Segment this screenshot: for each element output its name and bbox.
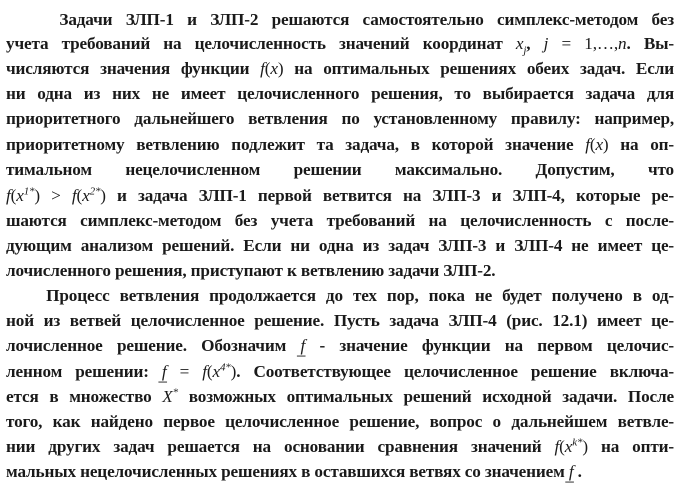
text-line bbox=[6, 385, 674, 409]
math-operator: ( bbox=[10, 186, 17, 205]
math-superscript: 2* bbox=[89, 185, 101, 198]
math-superscript: * bbox=[172, 386, 179, 399]
math-symbol: x bbox=[82, 186, 90, 205]
math-superscript: 4* bbox=[219, 361, 231, 374]
text-run: Задачи ЗЛП-1 и ЗЛП-2 решаются самостоятельно симплекс-методом без bbox=[6, 10, 674, 29]
math-operator: ) bbox=[100, 186, 106, 205]
text-line bbox=[6, 32, 674, 56]
text-run: на оптимальных решениях обеих задач. Если bbox=[283, 59, 674, 78]
math-symbol: f̲ bbox=[161, 362, 167, 381]
math-operator: ( bbox=[589, 135, 596, 154]
math-operator: ( bbox=[76, 186, 83, 205]
math-operator: ( bbox=[206, 362, 213, 381]
text-run: Процесс ветвления продолжается до тех пор, пока не будет получено в од- bbox=[6, 286, 674, 305]
math-symbol: x bbox=[564, 437, 573, 456]
math-operator: = 1,…, bbox=[548, 34, 619, 53]
math-symbol: x bbox=[595, 135, 603, 154]
text-line bbox=[6, 460, 674, 484]
text-run: дующим анализом решений. Если ни одна из задач ЗЛП-3 и ЗЛП-4 не имеет це- bbox=[6, 236, 674, 255]
text-line bbox=[6, 309, 674, 333]
text-run: того, как найдено первое целочисленное решение, вопрос о дальнейшем ветвле- bbox=[6, 412, 674, 431]
text-run: на опти- bbox=[587, 437, 674, 456]
text-run: числяются значения функции bbox=[6, 59, 261, 78]
text-run: ной из ветвей целочисленное решение. Пусть задача ЗЛП-4 (рис. 12.1) имеет це- bbox=[6, 311, 674, 330]
math-operator: ) bbox=[582, 437, 588, 456]
text-line bbox=[6, 259, 674, 283]
math-symbol: f bbox=[554, 437, 560, 456]
text-line bbox=[6, 57, 674, 81]
text-run: приоритетного дальнейшего ветвления по установленному правилу: например, bbox=[6, 109, 674, 128]
math-symbol: f̲ bbox=[568, 462, 574, 481]
math-symbol: f̲ bbox=[300, 336, 306, 355]
text-line bbox=[6, 82, 674, 106]
math-symbol: x bbox=[270, 59, 278, 78]
text-line bbox=[6, 158, 674, 182]
text-run: лочисленное решение. Обозначим bbox=[6, 336, 301, 355]
text-run: тимальном нецелочисленном решении максимально. Допустим, что bbox=[6, 160, 674, 179]
math-operator: ) > bbox=[34, 186, 72, 205]
text-line bbox=[6, 360, 674, 384]
math-symbol: f bbox=[260, 59, 265, 78]
text-run: шаются симплекс-методом без учета требований на целочисленность с после- bbox=[6, 211, 674, 230]
text-line bbox=[6, 184, 674, 208]
text-run: - значение функции на первом целочис- bbox=[305, 336, 674, 355]
text-line bbox=[6, 107, 674, 131]
math-operator: = bbox=[166, 362, 203, 381]
text-line bbox=[6, 8, 674, 32]
text-line bbox=[6, 435, 674, 459]
math-operator: ) bbox=[602, 135, 609, 154]
text-run: ленном решении: bbox=[6, 362, 162, 381]
math-symbol: x bbox=[212, 362, 220, 381]
math-symbol: X bbox=[162, 387, 173, 406]
text-run: . Соответствующее целочисленное решение включа- bbox=[236, 362, 674, 381]
text-run: . Вы- bbox=[626, 34, 674, 53]
math-operator: ( bbox=[559, 437, 565, 456]
text-run: , bbox=[526, 34, 544, 53]
math-superscript: k* bbox=[572, 436, 583, 449]
math-operator: ) bbox=[230, 362, 237, 381]
math-symbol: f bbox=[202, 362, 207, 381]
text-run: учета требований на целочисленность значений координат bbox=[6, 34, 516, 53]
math-symbol: x bbox=[515, 34, 524, 53]
math-operator: ) bbox=[277, 59, 284, 78]
text-run: ется в множество bbox=[6, 387, 163, 406]
text-run: и задача ЗЛП-1 первой ветвится на ЗЛП-3 и ЗЛП-4, которые ре- bbox=[105, 186, 674, 205]
math-operator: ( bbox=[264, 59, 271, 78]
text-run: возможных оптимальных решений исходной задачи. После bbox=[178, 387, 674, 406]
math-superscript: 1* bbox=[23, 185, 35, 198]
text-line bbox=[6, 284, 674, 308]
text-line bbox=[6, 133, 674, 157]
text-line bbox=[6, 209, 674, 233]
math-subscript: j bbox=[523, 44, 527, 57]
text-run: . bbox=[573, 462, 582, 481]
math-symbol: n bbox=[618, 34, 627, 53]
math-symbol: j bbox=[543, 34, 549, 53]
math-symbol: x bbox=[16, 186, 24, 205]
math-symbol: f bbox=[71, 186, 77, 205]
text-run: ни одна из них не имеет целочисленного решения, то выбирается задача для bbox=[6, 84, 674, 103]
math-symbol: f bbox=[6, 186, 11, 205]
text-run: лочисленного решения, приступают к ветвлению задачи ЗЛП-2. bbox=[6, 261, 496, 280]
text-run: нии других задач решается на основании сравнения значений bbox=[6, 437, 555, 456]
text-line bbox=[6, 410, 674, 434]
text-run: на оп- bbox=[608, 135, 674, 154]
text-run: мальных нецелочисленных решениях в оставшихся ветвях со значением bbox=[6, 462, 569, 481]
text-line bbox=[6, 234, 674, 258]
text-line bbox=[6, 334, 674, 358]
text-run: приоритетному ветвлению подлежит та задача, в которой значение bbox=[6, 135, 586, 154]
math-symbol: f bbox=[585, 135, 590, 154]
